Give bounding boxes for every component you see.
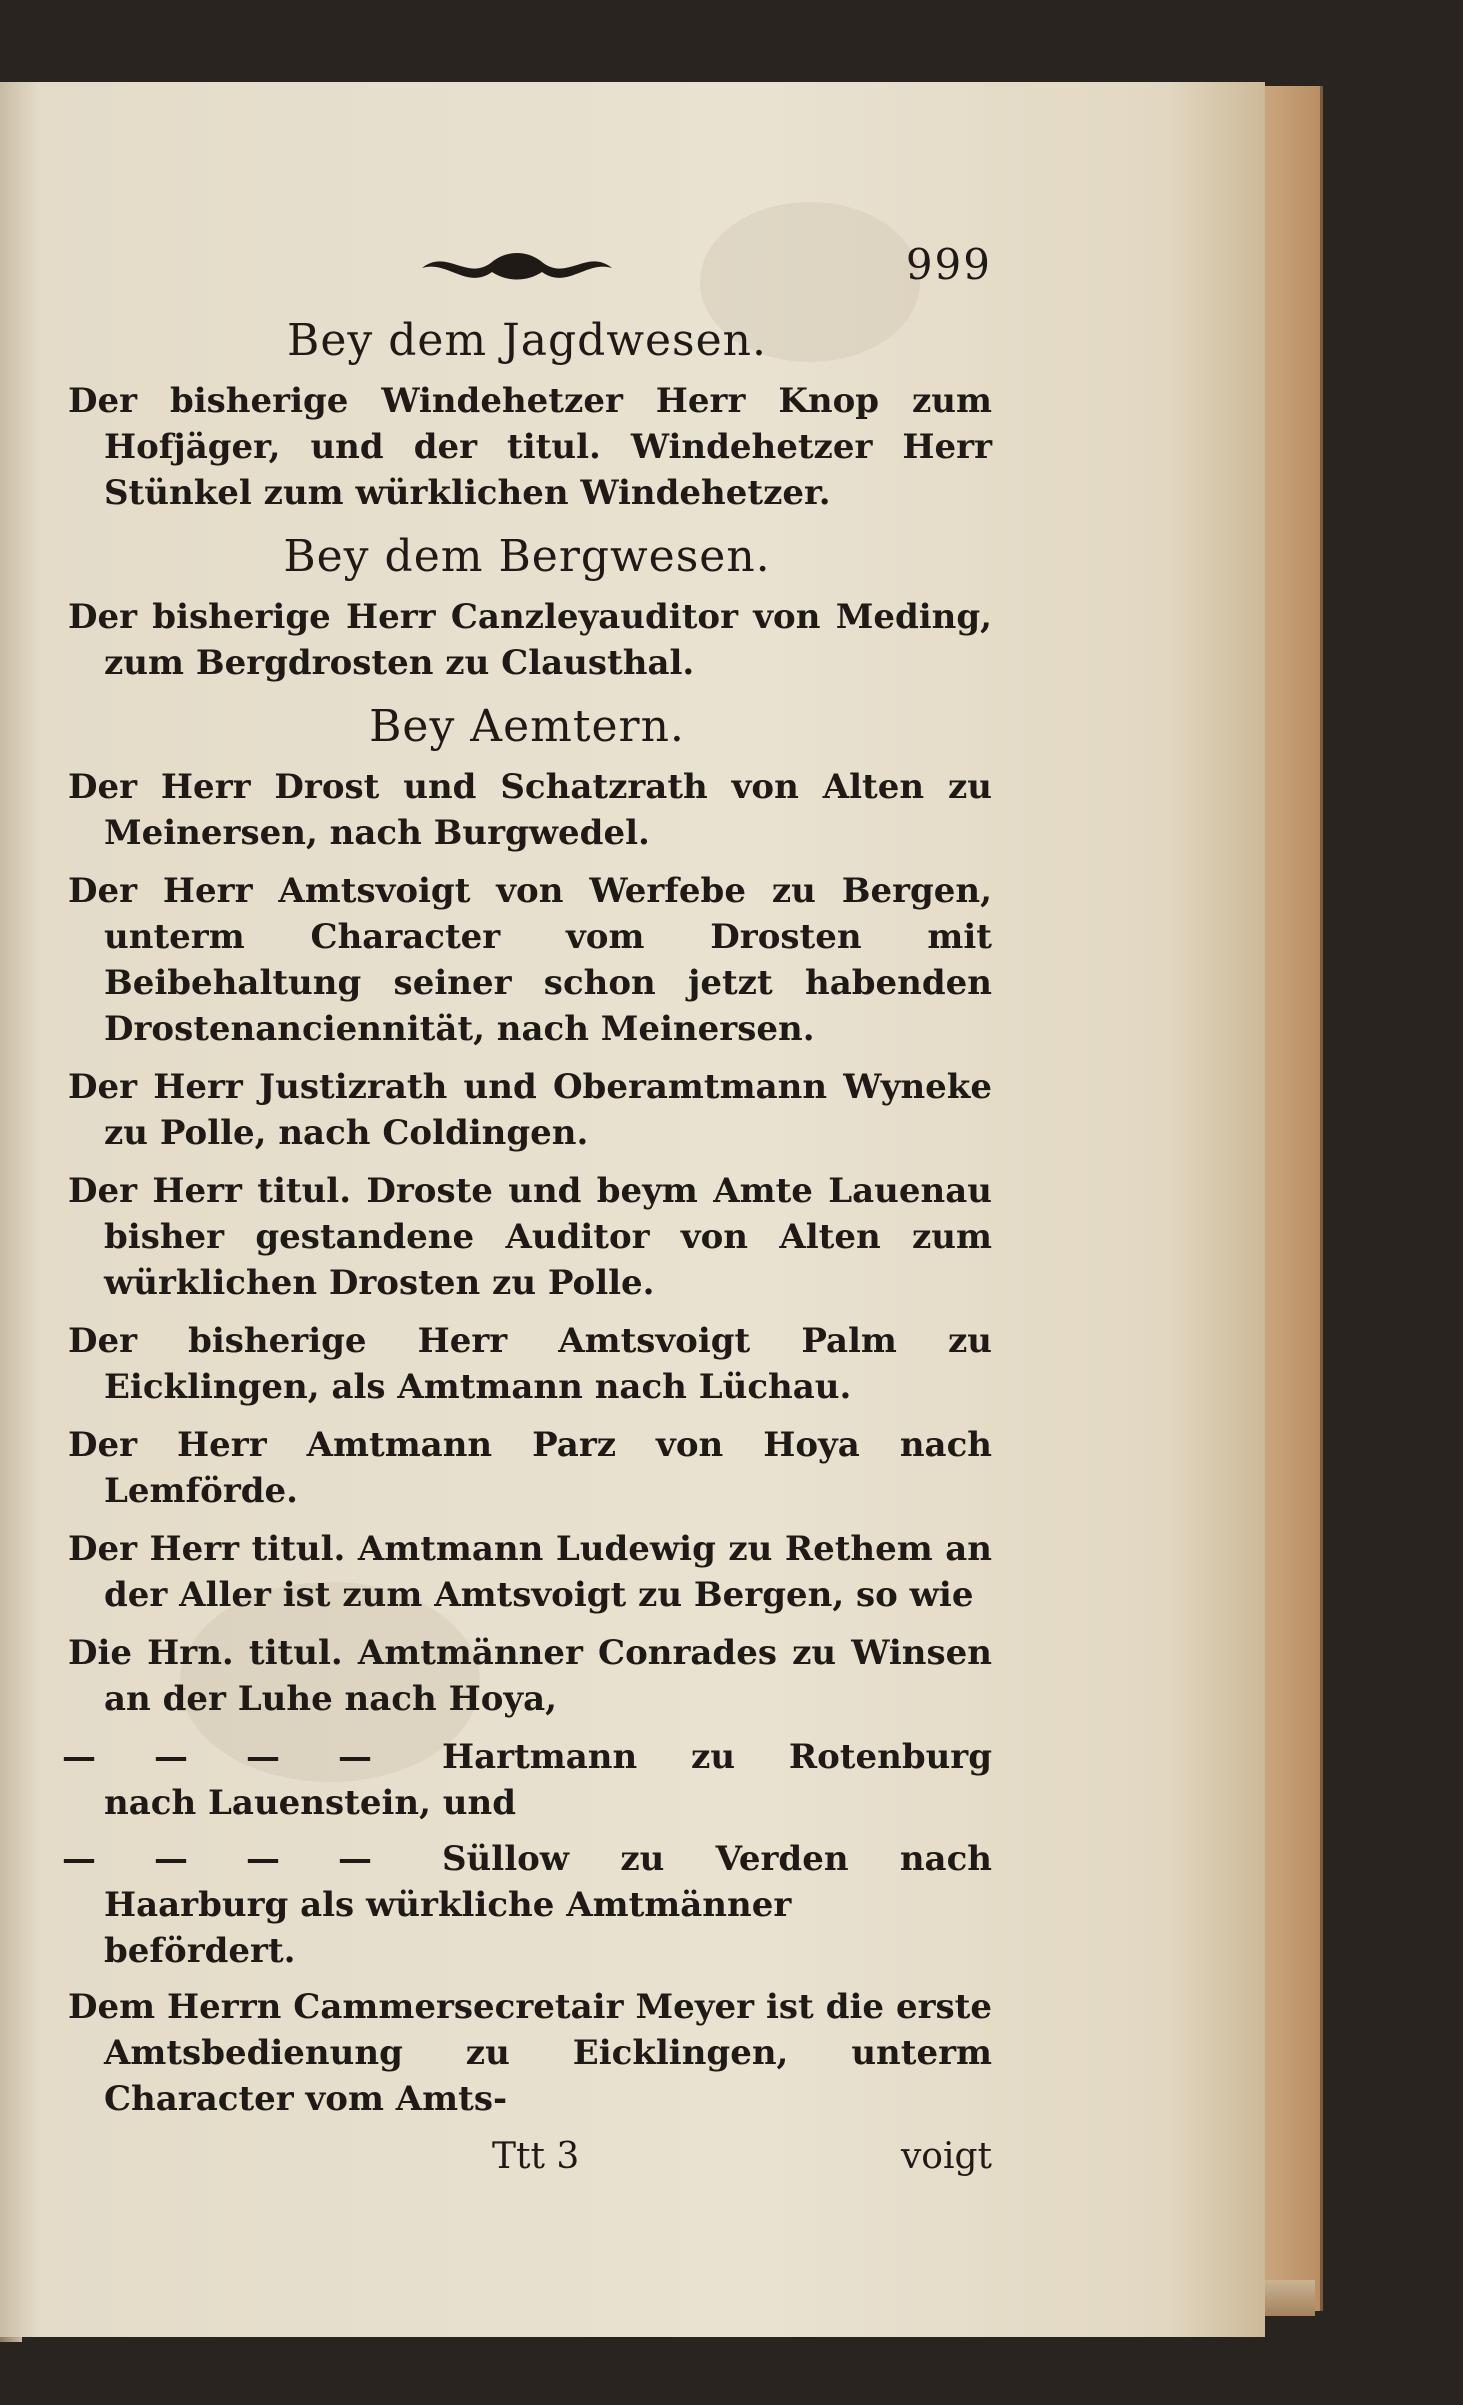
dash-entry-continuation: nach Lauenstein, und xyxy=(104,1783,517,1823)
section-title-jagdwesen: Bey dem Jagdwesen. xyxy=(287,315,767,366)
ditto-dash: — xyxy=(338,1737,372,1777)
paragraph: Der bisherige Windehetzer Herr Knop zum Hofjäger, und der titul. Windehetzer Herr Stünkel zum würklichen Windehetzer. xyxy=(68,381,992,513)
ditto-dash: — xyxy=(62,1839,96,1879)
page-footer xyxy=(62,2134,992,2180)
paragraph: Die Hrn. titul. Amtmänner Conrades zu Winsen an der Luhe nach Hoya, xyxy=(68,1633,992,1719)
dash-entry-continuation: Haarburg als würkliche Amtmänner befördert. xyxy=(104,1885,792,1971)
ditto-dash: — xyxy=(338,1839,372,1879)
paragraph: Der Herr Amtmann Parz von Hoya nach Lemförde. xyxy=(68,1425,992,1511)
signature-mark: Ttt 3 xyxy=(492,2136,580,2177)
dash-entry xyxy=(62,1734,992,1780)
page-text xyxy=(62,238,992,2180)
page-header xyxy=(62,238,992,300)
section-title-aemtern: Bey Aemtern. xyxy=(369,701,685,752)
page-number: 999 xyxy=(905,240,992,289)
paragraph: Dem Herrn Cammersecretair Meyer ist die erste Amtsbedienung zu Eicklingen, unterm Character vom Amts- xyxy=(68,1987,992,2119)
paragraph: Der Herr Justizrath und Oberamtmann Wyneke zu Polle, nach Coldingen. xyxy=(68,1067,992,1153)
ditto-dashes xyxy=(62,1836,442,1882)
paragraph: Der bisherige Herr Amtsvoigt Palm zu Eicklingen, als Amtmann nach Lüchau. xyxy=(68,1321,992,1407)
paragraph: Der bisherige Herr Canzleyauditor von Meding, zum Bergdrosten zu Clausthal. xyxy=(68,597,992,683)
dash-entry xyxy=(62,1836,992,1882)
ornament-icon xyxy=(417,238,617,292)
paragraph: Der Herr titul. Amtmann Ludewig zu Rethem an der Aller ist zum Amtsvoigt zu Bergen, so wie xyxy=(68,1529,992,1615)
section-title-bergwesen: Bey dem Bergwesen. xyxy=(283,531,771,582)
paragraph: Der Herr titul. Droste und beym Amte Lauenau bisher gestandene Auditor von Alten zum würklichen Drosten zu Polle. xyxy=(68,1171,992,1303)
dash-entry-text: Hartmann zu Rotenburg xyxy=(442,1737,992,1777)
ditto-dash: — xyxy=(154,1737,188,1777)
dash-entry-text: Süllow zu Verden nach xyxy=(442,1839,992,1879)
ditto-dash: — xyxy=(246,1737,280,1777)
ditto-dash: — xyxy=(246,1839,280,1879)
paragraph: Der Herr Amtsvoigt von Werfebe zu Bergen, unterm Character vom Drosten mit Beibehaltung seiner schon jetzt habenden Drostenanciennität, nach Meinersen. xyxy=(68,871,992,1049)
catchword: voigt xyxy=(900,2136,992,2177)
ditto-dash: — xyxy=(154,1839,188,1879)
ditto-dash: — xyxy=(62,1737,96,1777)
paragraph: Der Herr Drost und Schatzrath von Alten zu Meinersen, nach Burgwedel. xyxy=(68,767,992,853)
ditto-dashes xyxy=(62,1734,442,1780)
